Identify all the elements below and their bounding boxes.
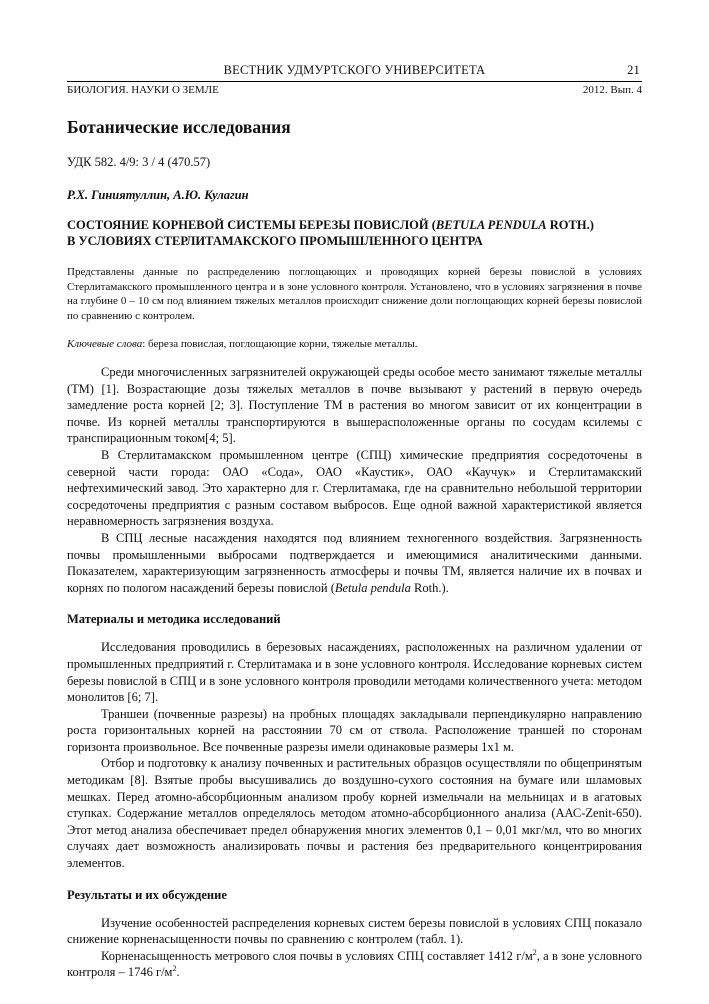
intro-section — [67, 364, 642, 596]
intro-paragraph-1: Среди многочисленных загрязнителей окружающей среды особое место занимают тяжелые металлы (ТМ) [1]. Возрастающие дозы тяжелых металлов в почве вызывают у растений в первую очередь замедление роста корней [2; 3]. Поступление ТМ в растения во многом зависит от их концентрации в почве. Из корней металлы транспортируются в вышерасположенные органы по сосудам ксилемы с транспирационным током[4; 5]. — [67, 365, 642, 446]
results-p2-sup1: 2 — [532, 947, 537, 957]
methods-paragraph-3: Отбор и подготовку к анализу почвенных и растительных образцов осуществляли по общепринятым методикам [8]. Взятые пробы высушивались до воздушно-сухого состояния на бумаге или шламовых мешках. Перед атомно-абсорбционным анализом пробу корней измельчали на мельницах и в агатовых ступках. Содержание металлов определялось методом атомно-абсорбционного анализа (ААС-Zenit-650). Этот метод анализа обеспечивает предел обнаружения многих элементов 0,1 – 0,01 мкг/мл, что во многих случаях дает возможность анализировать почвы и растения без предварительного концентрирования элементов. — [67, 756, 642, 871]
authors: Р.Х. Гиниятуллин, А.Ю. Кулагин — [67, 188, 249, 202]
methods-paragraph-1: Исследования проводились в березовых насаждениях, расположенных на различном удалении от промышленных предприятий г. Стерлитамака и в зоне условного контроля. Исследование корневых систем березы повислой в СПЦ и в зоне условного контроля проводили методами количественного учета: методом монолитов [6; 7]. — [67, 640, 642, 705]
title-latin-name: BETULA PENDULA — [435, 218, 547, 232]
results-section — [67, 915, 642, 981]
issue-info: 2012. Вып. 4 — [582, 84, 642, 96]
title-line2: В УСЛОВИЯХ СТЕРЛИТАМАКСКОГО ПРОМЫШЛЕННОГО ЦЕНТРА — [67, 234, 483, 248]
intro-p3-part2: Roth.). — [410, 580, 449, 595]
results-p2-part1: Корненасыщенность метрового слоя почвы в условиях СПЦ составляет 1412 г/м — [101, 948, 533, 963]
article-title — [67, 217, 642, 249]
title-line1-part1: СОСТОЯНИЕ КОРНЕВОЙ СИСТЕМЫ БЕРЕЗЫ ПОВИСЛОЙ ( — [67, 218, 436, 232]
methods-heading: Материалы и методика исследований — [67, 612, 281, 627]
keywords — [67, 338, 642, 350]
series-name: БИОЛОГИЯ. НАУКИ О ЗЕМЛЕ — [67, 84, 219, 96]
results-paragraph-2 — [67, 948, 642, 981]
section-title: Ботанические исследования — [67, 117, 291, 137]
intro-p3-part1: В СПЦ лесные насаждения находятся под влиянием техногенного воздействия. Загрязненность почвы промышленными выбросами подтверждается и имеющимися аналитическими данными. Показателем, характеризующим загрязненность атмосферы и почвы ТМ, является наличие их в почвах и корнях по пологом насаждений березы повислой ( — [67, 530, 642, 595]
abstract: Представлены данные по распределению поглощающих и проводящих корней березы повислой в условиях Стерлитамакского промышленного центра и в зоне условного контроля. Установлено, что в условиях загрязнения в почве на глубине 0 – 10 см под влиянием тяжелых металлов происходит снижение доли поглощающих корней березы повислой по сравнению с контролем. — [67, 266, 642, 322]
keywords-label: Ключевые слова — [67, 338, 143, 350]
results-p2-part3: . — [176, 965, 180, 980]
results-p2-sup2: 2 — [172, 964, 177, 974]
methods-paragraph-2: Траншеи (почвенные разрезы) на пробных площадях закладывали перпендикулярно направлению роста горизонтальных корней на расстоянии 70 см от ствола. Расположение траншей по сторонам горизонта произвольное. Все почвенные разрезы имели одинаковые размеры 1х1 м. — [67, 706, 642, 754]
title-line1-part2: ROTH.) — [546, 218, 594, 232]
udk-code: УДК 582. 4/9: 3 / 4 (470.57) — [67, 155, 211, 169]
results-paragraph-1: Изучение особенностей распределения корневых систем березы повислой в условиях СПЦ показало снижение корненасыщенности почвы по сравнению с контролем (табл. 1). — [67, 915, 642, 947]
intro-paragraph-2: В Стерлитамакском промышленном центре (СПЦ) химические предприятия сосредоточены в северной части города: ОАО «Сода», ОАО «Каустик», ОАО «Каучук» и Стерлитамакский нефтехимический завод. Это характерно для г. Стерлитамака, где на сравнительно небольшой территории сосредоточены предприятия с разным составом выбросов. Еще одной важной характеристикой является неравномерность загрязнения воздуха. — [67, 447, 642, 529]
results-p2-part2: , а в зоне условного контроля – 1746 г/м — [67, 948, 642, 980]
series-header — [67, 82, 642, 98]
intro-paragraph-3 — [67, 530, 642, 596]
keywords-text: : береза повислая, поглощающие корни, тяжелые металлы. — [142, 338, 418, 350]
results-heading: Результаты и их обсуждение — [67, 887, 227, 902]
methods-section — [67, 639, 642, 871]
article-page — [67, 60, 642, 981]
page-number: 21 — [627, 63, 640, 77]
journal-title: ВЕСТНИК УДМУРТСКОГО УНИВЕРСИТЕТА — [223, 63, 486, 77]
running-header — [67, 60, 642, 80]
intro-p3-latin: Betula pendula — [334, 580, 411, 595]
